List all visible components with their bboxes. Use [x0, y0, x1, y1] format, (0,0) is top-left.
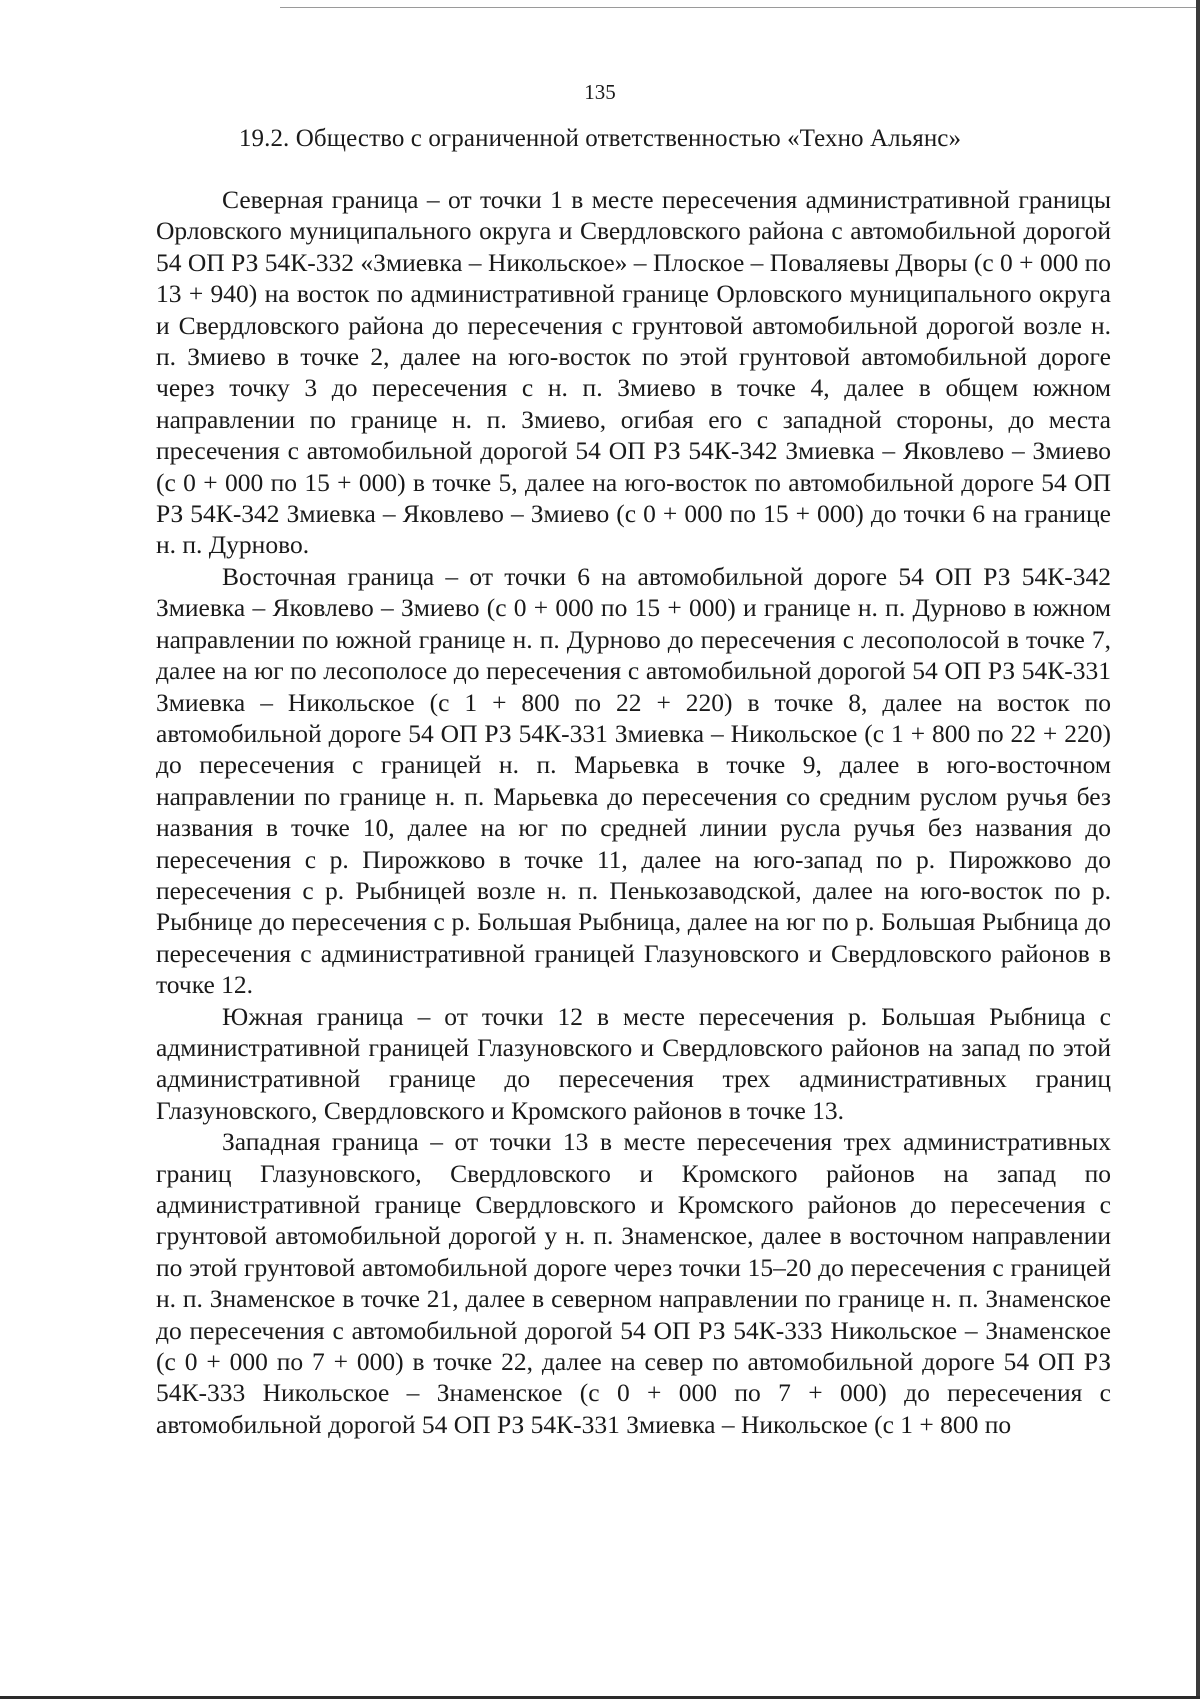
scan-top-rule: [280, 7, 1200, 8]
paragraph-northern-border: Северная граница – от точки 1 в месте пересечения административной границы Орловского муниципального округа и Свердловского района с автомобильной дорогой 54 ОП РЗ 54К-332 «Змиевка – Никольское» – Плоское – Поваляевы Дворы (с 0 + 000 по 13 + 940) на восток по административной границе Орловского муниципального округа и Свердловского района до пересечения с грунтовой автомобильной дорогой возле н. п. Змиево в точке 2, далее на юго-восток по этой грунтовой автомобильной дороге через точку 3 до пересечения с н. п. Змиево в точке 4, далее в общем южном направлении по границе н. п. Змиево, огибая его с западной стороны, до места пресечения с автомобильной дорогой 54 ОП РЗ 54К-342 Змиевка – Яковлево – Змиево (с 0 + 000 по 15 + 000) в точке 5, далее на юго-восток по автомобильной дороге 54 ОП РЗ 54К-342 Змиевка – Яковлево – Змиево (с 0 + 000 по 15 + 000) до точки 6 на границе н. п. Дурново.: [156, 185, 1111, 560]
paragraph-eastern-border: Восточная граница – от точки 6 на автомобильной дороге 54 ОП РЗ 54К-342 Змиевка – Яковлево – Змиево (с 0 + 000 по 15 + 000) и границе н. п. Дурново в южном направлении по южной границе н. п. Дурново до пересечения с лесополосой в точке 7, далее на юг по лесополосе до пересечения с автомобильной дорогой 54 ОП РЗ 54К-331 Змиевка – Никольское (с 1 + 800 по 22 + 220) в точке 8, далее на восток по автомобильной дороге 54 ОП РЗ 54К-331 Змиевка – Никольское (с 1 + 800 по 22 + 220) до пересечения с границей н. п. Марьевка в точке 9, далее в юго-восточном направлении по границе н. п. Марьевка до пересечения со средним руслом ручья без названия в точке 10, далее на юг по средней линии русла ручья без названия до пересечения с р. Пирожково в точке 11, далее на юго-запад по р. Пирожково до пересечения с р. Рыбницей возле н. п. Пенькозаводской, далее на юго-восток по р. Рыбнице до пересечения с р. Большая Рыбница, далее на юг по р. Большая Рыбница до пересечения с административной границей Глазуновского и Свердловского районов в точке 12.: [156, 561, 1111, 1000]
section-heading: 19.2. Общество с ограниченной ответственностью «Техно Альянс»: [238, 125, 962, 152]
scan-right-edge: [1196, 0, 1200, 1699]
paragraph-western-border: Западная граница – от точки 13 в месте пересечения трех административных границ Глазуновского, Свердловского и Кромского районов на запад по административной границе Свердловского и Кромского районов до пересечения с грунтовой автомобильной дорогой у н. п. Знаменское, далее в восточном направлении по этой грунтовой автомобильной дороге через точки 15–20 до пересечения с границей н. п. Знаменское в точке 21, далее в северном направлении по границе н. п. Знаменское до пересечения с автомобильной дорогой 54 ОП РЗ 54К-333 Никольское – Знаменское (с 0 + 000 по 7 + 000) в точке 22, далее на север по автомобильной дороге 54 ОП РЗ 54К-333 Никольское – Знаменское (с 0 + 000 по 7 + 000) до пересечения с автомобильной дорогой 54 ОП РЗ 54К-331 Змиевка – Никольское (с 1 + 800 по: [156, 1127, 1111, 1439]
body-text: [156, 184, 1111, 1440]
paragraph-southern-border: Южная граница – от точки 12 в месте пересечения р. Большая Рыбница с административной границей Глазуновского и Свердловского районов на запад по этой административной границе до пересечения трех административных границ Глазуновского, Свердловского и Кромского районов в точке 13.: [156, 1001, 1111, 1125]
page-number: 135: [584, 80, 616, 104]
